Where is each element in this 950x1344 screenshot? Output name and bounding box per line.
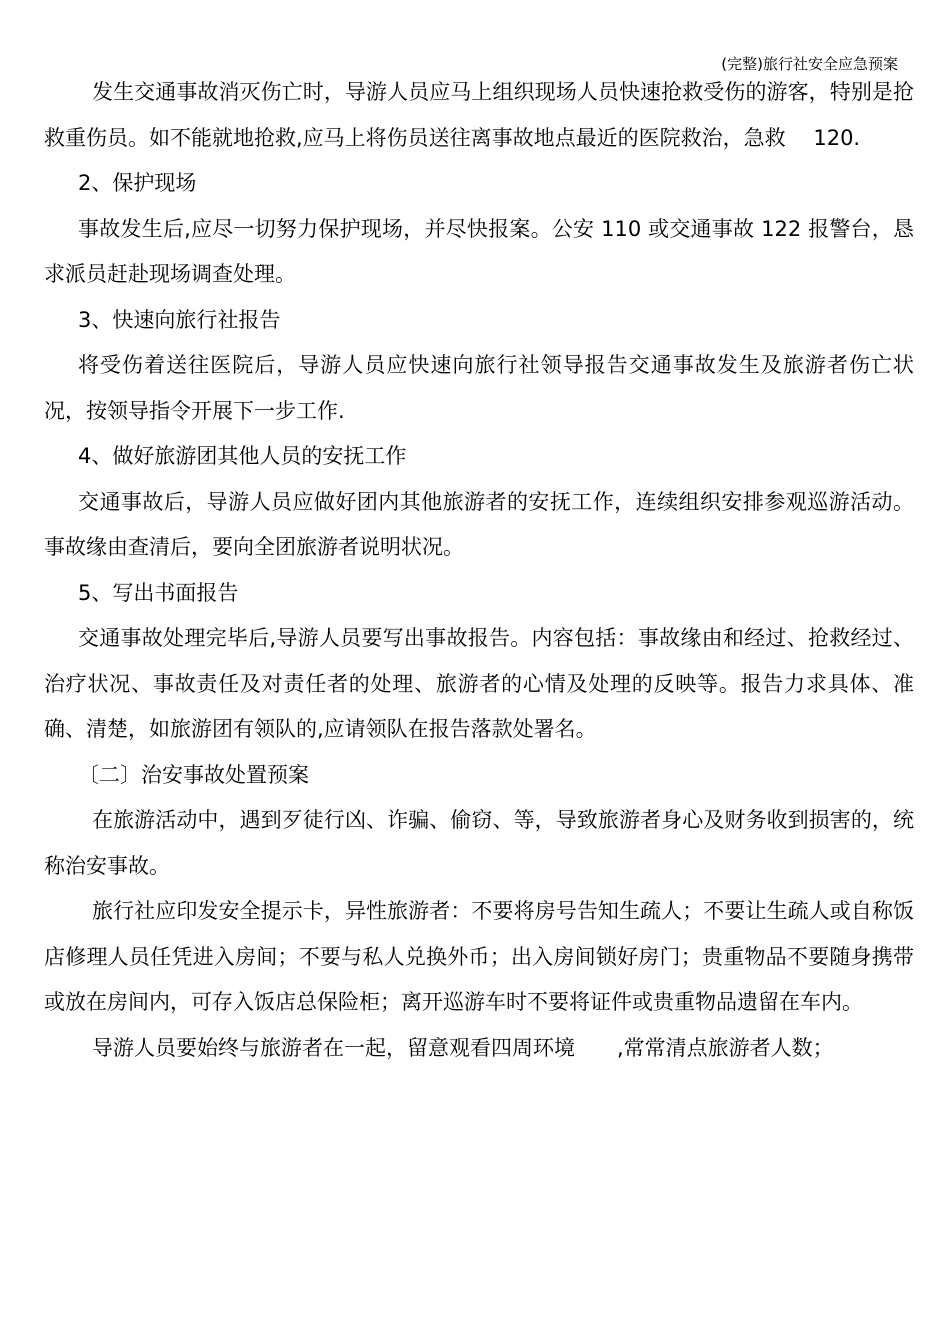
page-header: (完整)旅行社安全应急预案 (721, 55, 898, 73)
paragraph: 导游人员要始终与旅游者在一起，留意观看四周环境 ,常常清点旅游者人数； (92, 1035, 834, 1060)
paragraph: 旅行社应印发安全提示卡，异性旅游者：不要将房号告知生疏人；不要让生疏人或自称饭店修理人员任凭进入房间；不要与私人兑换外币；出入房间锁好房门；贵重物品不要随身携带或放在房间内，可存入饭店总保险柜；离开巡游车时不要将证件或贵重物品遗留在车内。 (44, 899, 914, 1014)
paragraph: 在旅游活动中，遇到歹徒行凶、诈骗、偷窃、等，导致旅游者身心及财务收到损害的，统称治安事故。 (44, 808, 914, 878)
paragraph: 将受伤着送往医院后，导游人员应快速向旅行社领导报告交通事故发生及旅游者伤亡状况，按领导指令开展下一步工作. (44, 353, 914, 423)
paragraph: 交通事故后，导游人员应做好团内其他旅游者的安抚工作，连续组织安排参观巡游活动。事故缘由查清后，要向全团旅游者说明状况。 (44, 489, 914, 559)
section-heading: 5、写出书面报告 (78, 580, 239, 605)
section-heading: 4、做好旅游团其他人员的安抚工作 (78, 444, 407, 468)
section-heading: 〔二〕治安事故处置预案 (78, 762, 309, 787)
paragraph: 交通事故处理完毕后,导游人员要写出事故报告。内容包括：事故缘由和经过、抢救经过、治疗状况、事故责任及对责任者的处理、旅游者的心情及处理的反映等。报告力求具体、准确、清楚，如旅游团有领队的,应请领队在报告落款处署名。 (44, 626, 914, 741)
paragraph: 发生交通事故消灭伤亡时，导游人员应马上组织现场人员快速抢救受伤的游客，特别是抢救重伤员。如不能就地抢救,应马上将伤员送往离事故地点最近的医院救治，急救 120. (44, 80, 914, 150)
paragraph: 事故发生后,应尽一切努力保护现场，并尽快报案。公安 110 或交通事故 122 报警台，恳求派员赶赴现场调查处理。 (44, 216, 914, 286)
section-heading: 2、保护现场 (78, 171, 197, 195)
document-body (44, 70, 914, 1071)
section-heading: 3、快速向旅行社报告 (78, 307, 281, 332)
